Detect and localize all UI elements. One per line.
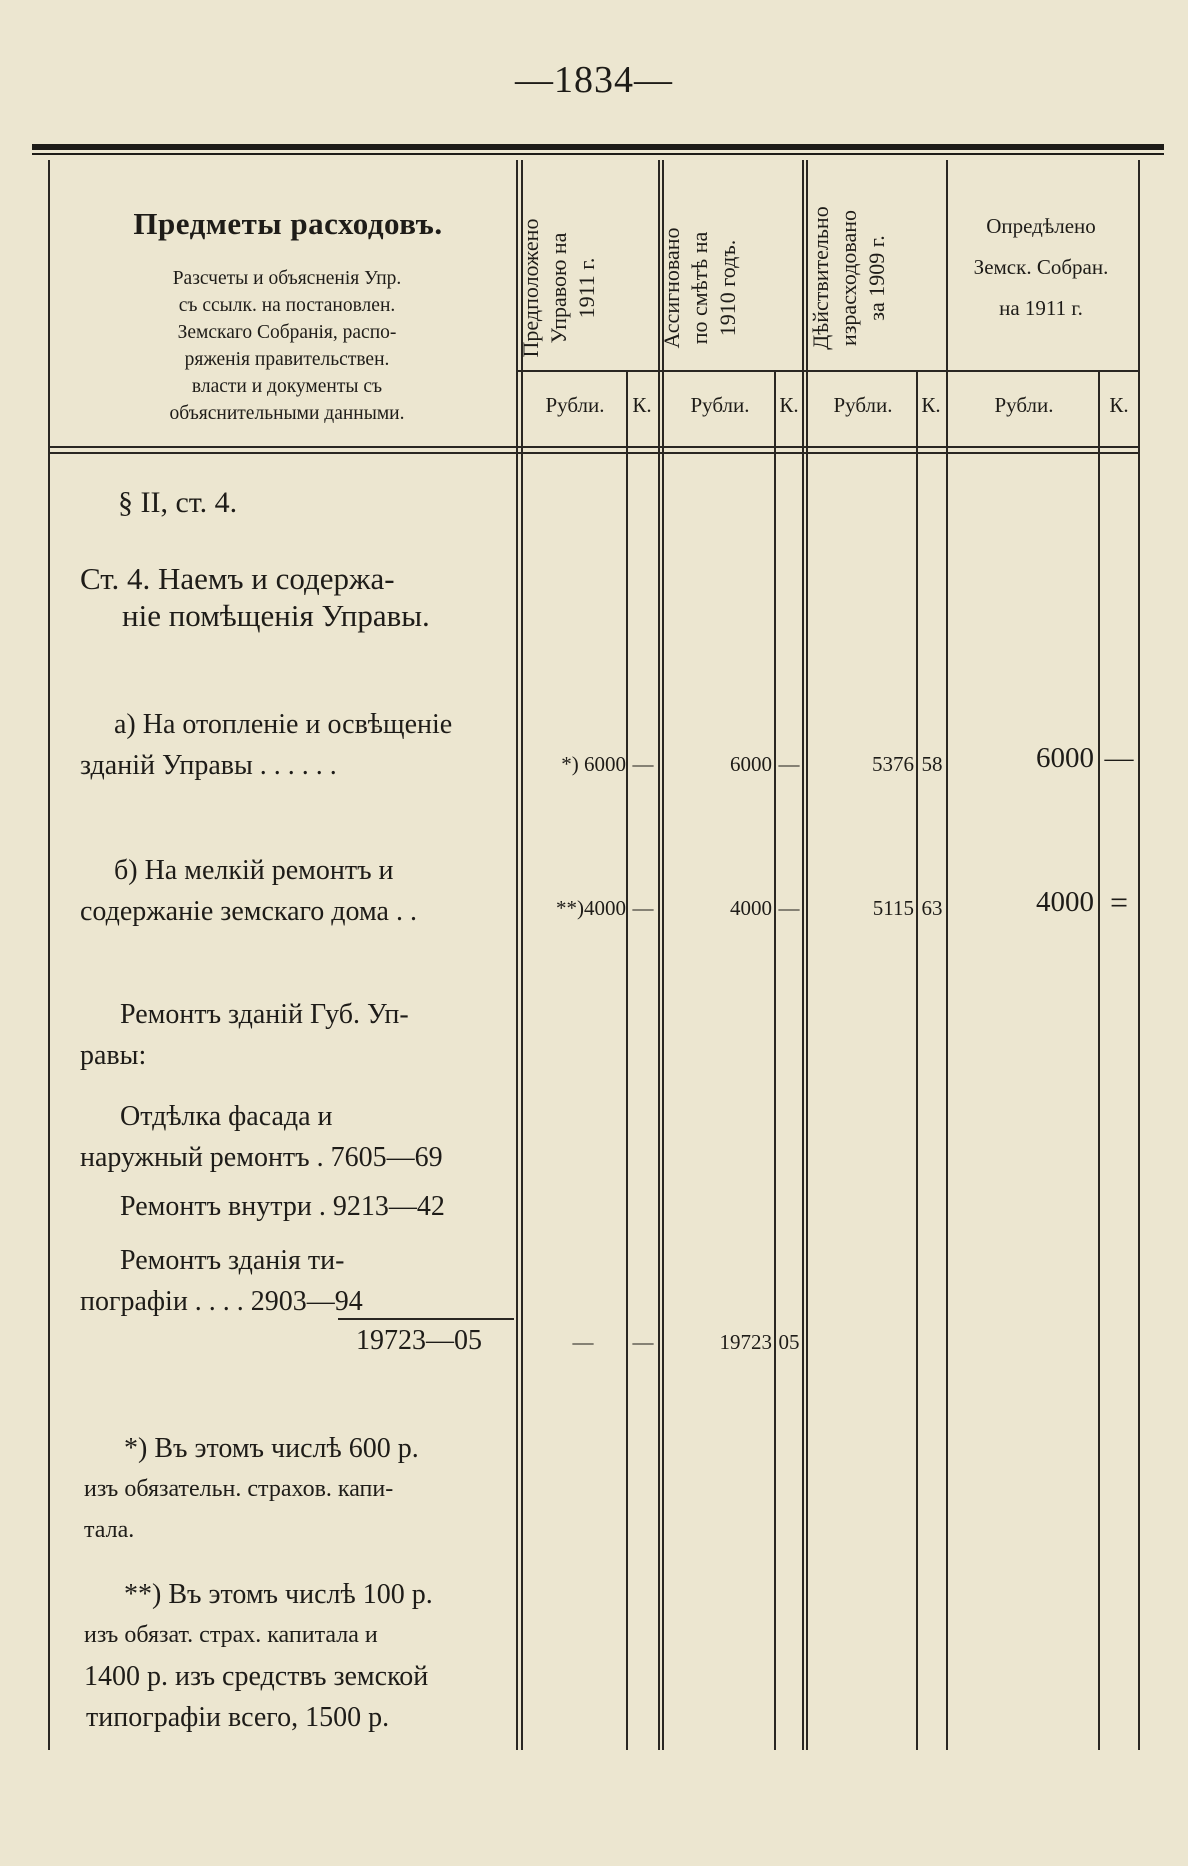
footnote-1: *) Въ этомъ числѣ 600 р. изъ обязательн. страхов. капи- тала. [84,1433,419,1543]
row-b-spent-rubles: 5115 [872,896,914,920]
unit-kop: К. [632,393,652,417]
repair-heading: Ремонтъ зданій Губ. Уп- равы: [80,999,409,1071]
header-title: Предметы расходовъ. [133,206,443,241]
header-description: Разсчеты и объясненія Упр. съ ссылк. на постановлен. Земскаго Собранія, распо- ряженія правительствен. власти и документы съ объяснительными данными. [169,268,405,424]
top-rule [32,144,1164,150]
row-a-proposed-rubles: *) 6000 [561,752,626,776]
unit-rubles: Рубли. [833,393,893,417]
row-a-spent-kop: 58 [921,752,943,776]
inside-repair: Ремонтъ внутри . 9213—42 [120,1191,445,1222]
top-rule-thin [32,153,1164,155]
row-b-proposed-rubles: **)4000 [556,896,626,920]
subtotal: 19723—05 [356,1325,482,1356]
repair-assigned-rubles: 19723 [719,1330,772,1354]
row-b-spent-kop: 63 [921,896,943,920]
repair-proposed-kop: — [632,1330,654,1354]
row-a-determined-kop: — [1104,742,1134,774]
print-repair: Ремонтъ зданія ти- пографіи . . . . 2903—94 [80,1245,363,1317]
facade-repair: Отдѣлка фасада и наружный ремонтъ . 7605—69 [80,1101,443,1173]
article-title: Ст. 4. Наемъ и содержа- ніе помѣщенія Управы. [80,561,430,633]
repair-assigned-kop: 05 [778,1330,800,1354]
row-a-proposed-kop: — [632,752,654,776]
row-a-assigned-kop: — [778,752,800,776]
unit-rubles: Рубли. [994,393,1054,417]
unit-kop: К. [779,393,799,417]
row-b-determined-rubles: 4000 [1036,886,1094,918]
unit-kop: К. [1109,393,1129,417]
row-b-determined-kop: = [1109,884,1129,920]
row-b-proposed-kop: — [632,896,654,920]
unit-kop: К. [921,393,941,417]
row-a-assigned-rubles: 6000 [730,752,772,776]
unit-rubles: Рубли. [690,393,750,417]
row-a-spent-rubles: 5376 [872,752,914,776]
item-a-text: а) На отопленіе и освѣщеніе зданій Управы . . . . . . [80,709,453,781]
col-header-assigned: Ассигновано по смѣтѣ на 1910 годъ. [659,227,740,349]
section-heading: § II, ст. 4. [118,486,238,519]
row-a-determined-rubles: 6000 [1036,742,1094,774]
page-number: —1834— [515,59,673,101]
col-header-proposed: Предположено Управою на 1911 г. [518,218,599,358]
repair-proposed-rubles: — [572,1330,594,1354]
col-header-determined: Опредѣлено Земск. Собран. на 1911 г. [973,214,1109,320]
item-b-text: б) На мелкій ремонтъ и содержаніе земскаго дома . . [80,855,417,927]
unit-rubles: Рубли. [545,393,605,417]
row-b-assigned-kop: — [778,896,800,920]
footnote-2: **) Въ этомъ числѣ 100 р. изъ обязат. страх. капитала и 1400 р. изъ средствъ земской типографіи всего, 1500 р. [84,1579,433,1733]
row-b-assigned-rubles: 4000 [730,896,772,920]
col-header-spent: Дѣйствительно израсходовано за 1909 г. [808,206,889,350]
